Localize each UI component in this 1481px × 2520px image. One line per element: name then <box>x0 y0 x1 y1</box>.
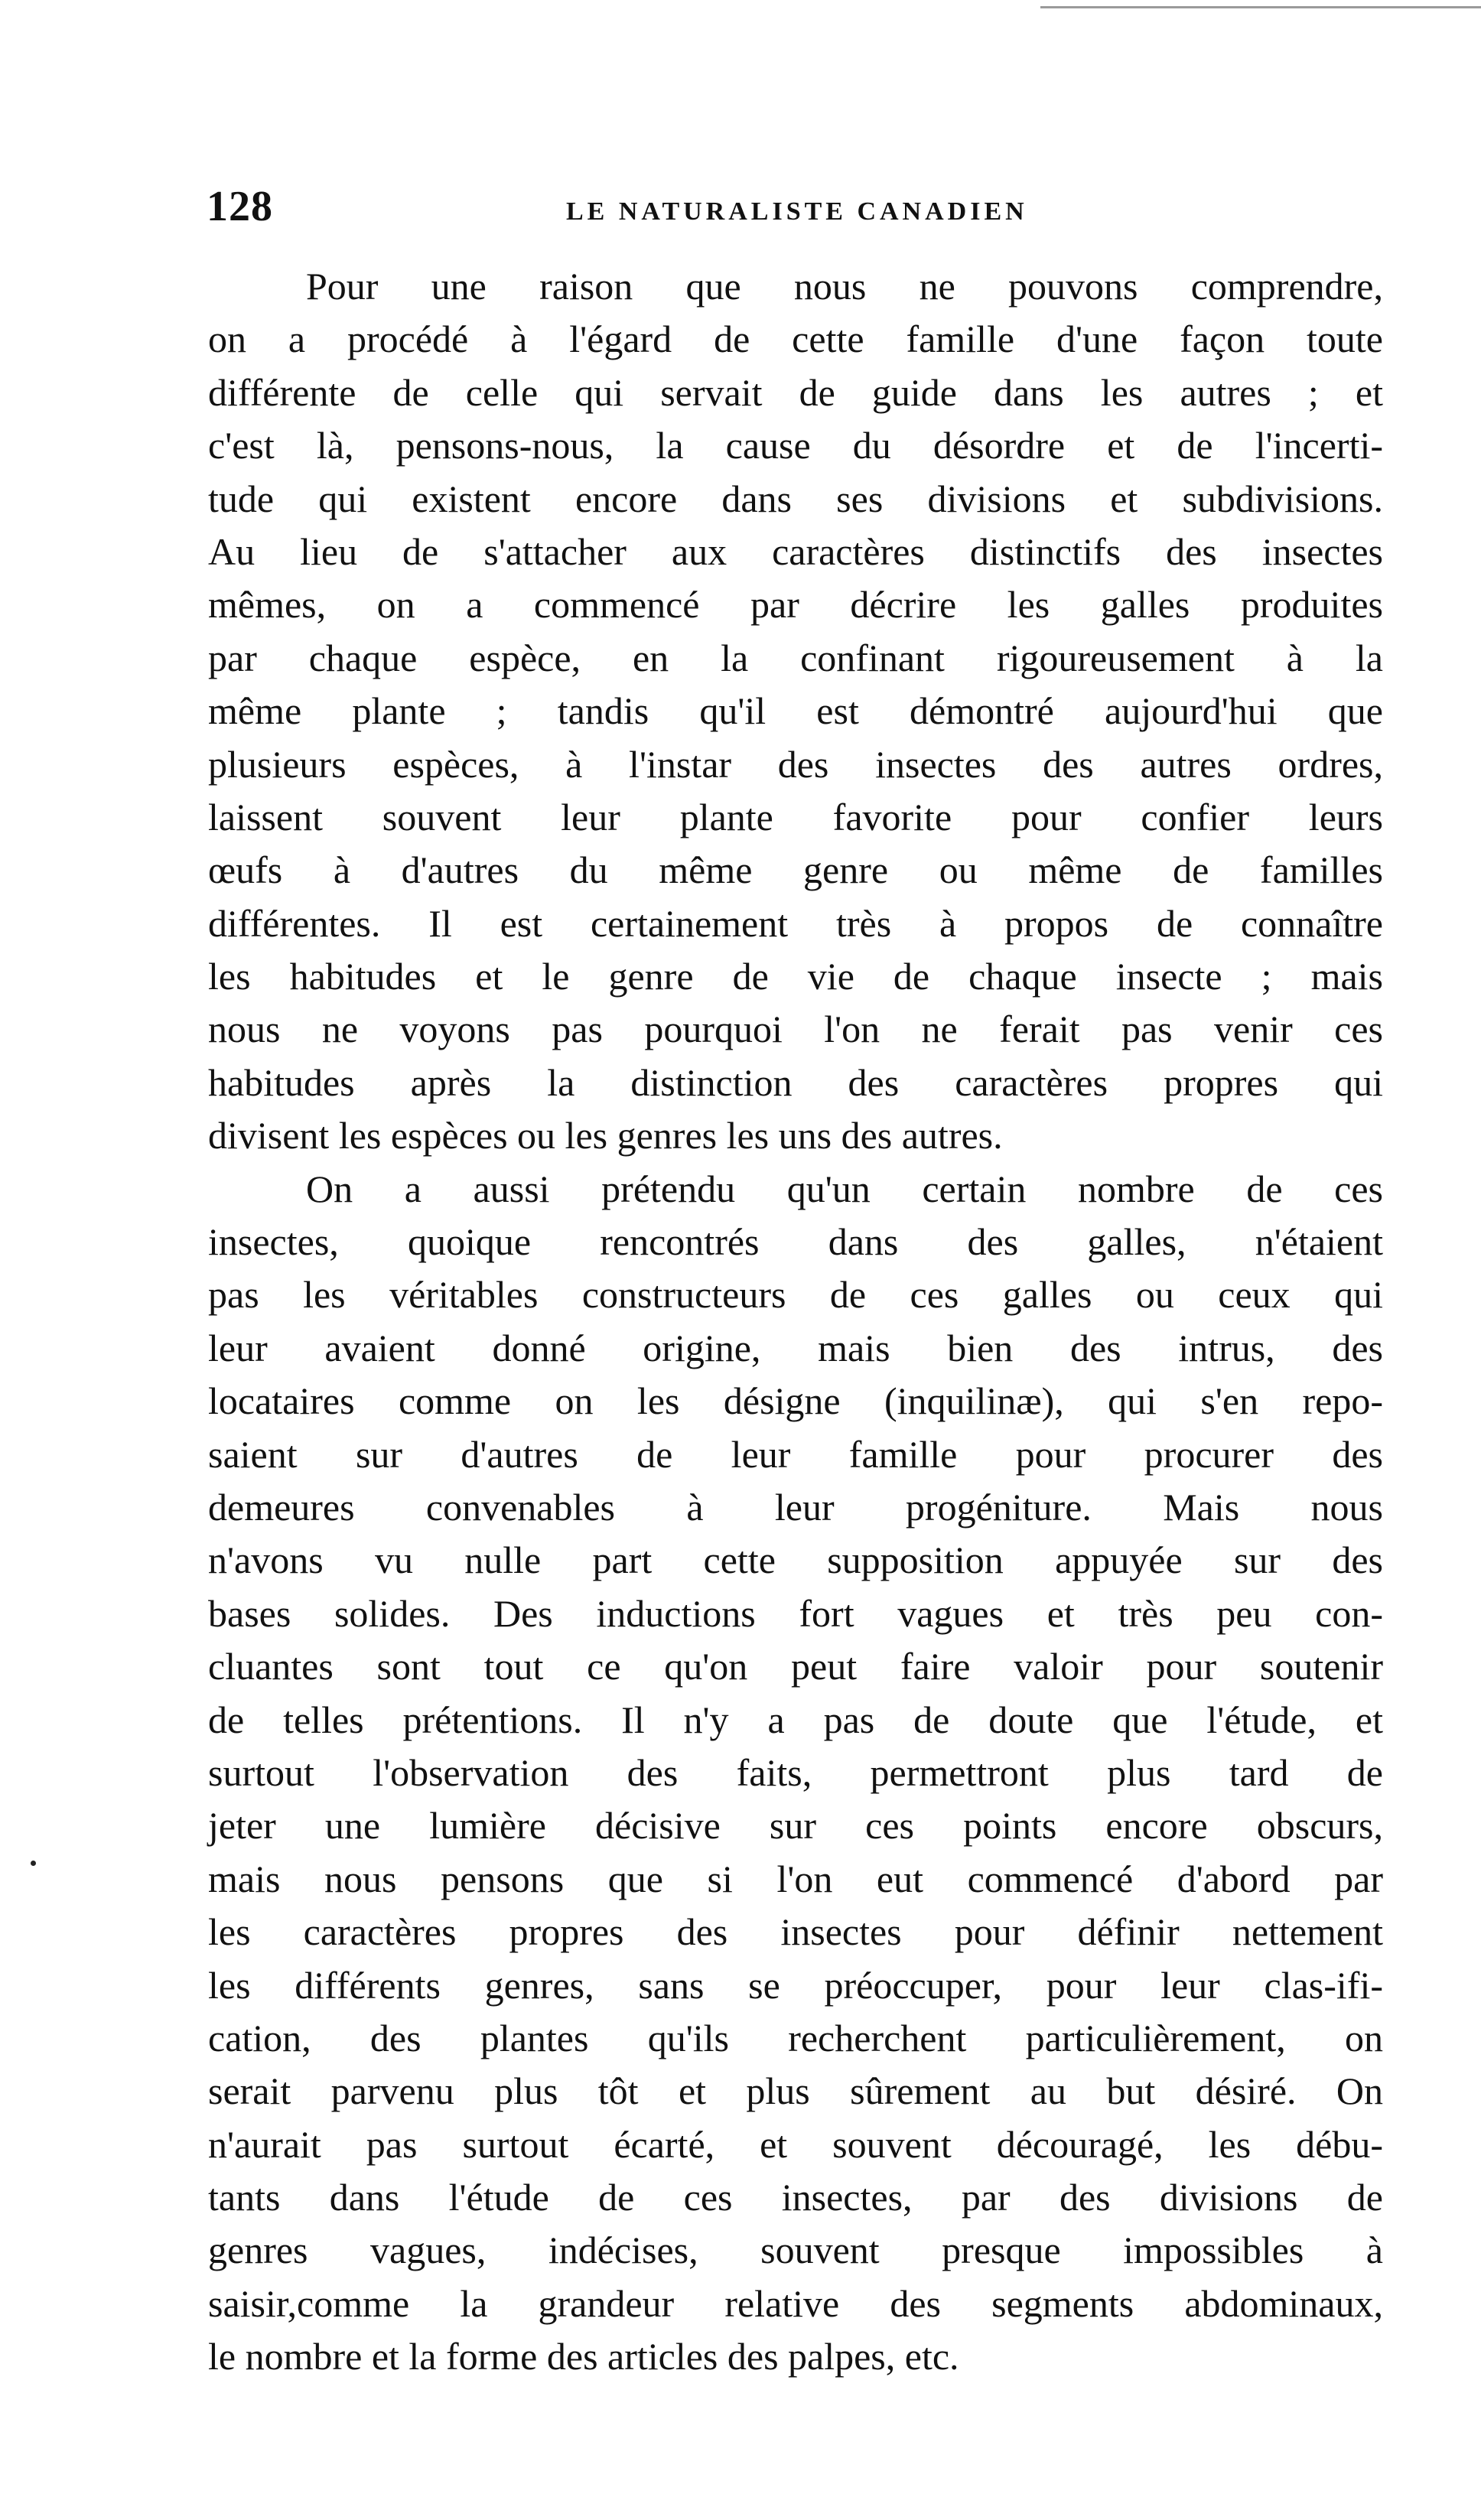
text-line: n'aurait pas surtout écarté, et souvent découragé, les débu- <box>208 2122 1383 2166</box>
text-line: les habitudes et le genre de vie de chaque insecte ; mais <box>208 955 1383 998</box>
text-line: insectes, quoique rencontrés dans des galles, n'étaient <box>208 1220 1383 1264</box>
text-line: nous ne voyons pas pourquoi l'on ne ferait pas venir ces <box>208 1008 1383 1051</box>
text-line: Au lieu de s'attacher aux caractères distinctifs des insectes <box>208 529 1383 573</box>
text-line: genres vagues, indécises, souvent presque impossibles à <box>208 2229 1383 2272</box>
text-line: habitudes après la distinction des caractères propres qui <box>208 1060 1383 1104</box>
paragraph-1 <box>208 260 1383 1163</box>
text-line: demeures convenables à leur progéniture. Mais nous <box>208 1485 1383 1529</box>
text-line: les caractères propres des insectes pour définir nettement <box>208 1910 1383 1954</box>
ink-speck <box>31 1861 36 1866</box>
page-number: 128 <box>207 183 273 230</box>
text-line: par chaque espèce, en la confinant rigoureusement à la <box>208 636 1383 679</box>
top-edge-rule <box>1040 6 1481 8</box>
text-line: mêmes, on a commencé par décrire les galles produites <box>208 583 1383 627</box>
text-line: cluantes sont tout ce qu'on peut faire valoir pour soutenir <box>208 1645 1383 1688</box>
text-line: mais nous pensons que si l'on eut commencé d'abord par <box>208 1857 1383 1900</box>
text-line: n'avons vu nulle part cette supposition appuyée sur des <box>208 1538 1383 1582</box>
text-line: serait parvenu plus tôt et plus sûrement au but désiré. On <box>208 2069 1383 2113</box>
text-line: saisir,comme la grandeur relative des segments abdominaux, <box>208 2281 1383 2325</box>
text-line: surtout l'observation des faits, permettront plus tard de <box>208 1750 1383 1794</box>
paragraph-2 <box>208 1163 1383 2384</box>
text-line: différente de celle qui servait de guide dans les autres ; et <box>208 370 1383 414</box>
text-line: de telles prétentions. Il n'y a pas de doute que l'étude, et <box>208 1698 1383 1741</box>
text-line: tants dans l'étude de ces insectes, par des divisions de <box>208 2176 1383 2219</box>
text-line: cation, des plantes qu'ils recherchent particulièrement, on <box>208 2016 1383 2059</box>
page-header <box>207 182 1385 243</box>
text-line: Pour une raison que nous ne pouvons comprendre, <box>306 265 1383 308</box>
text-line: bases solides. Des inductions fort vagues et très peu con- <box>208 1591 1383 1635</box>
text-line: le nombre et la forme des articles des palpes, etc. <box>208 2335 959 2378</box>
text-line: leur avaient donné origine, mais bien des intrus, des <box>208 1326 1383 1369</box>
running-head: LE NATURALISTE CANADIEN <box>566 197 1028 226</box>
text-line: on a procédé à l'égard de cette famille d'une façon toute <box>208 317 1383 361</box>
text-line: On a aussi prétendu qu'un certain nombre de ces <box>306 1167 1383 1210</box>
text-line: tude qui existent encore dans ses divisions et subdivisions. <box>208 477 1383 520</box>
text-line: laissent souvent leur plante favorite pour confier leurs <box>208 795 1383 838</box>
text-line: locataires comme on les désigne (inquilinæ), qui s'en repo- <box>208 1379 1383 1423</box>
text-line: pas les véritables constructeurs de ces galles ou ceux qui <box>208 1273 1383 1317</box>
text-line: différentes. Il est certainement très à propos de connaître <box>208 901 1383 945</box>
text-line: les différents genres, sans se préoccuper, pour leur clas-ifi- <box>208 1963 1383 2007</box>
text-line: divisent les espèces ou les genres les uns des autres. <box>208 1114 1003 1157</box>
text-line: saient sur d'autres de leur famille pour procurer des <box>208 1432 1383 1476</box>
text-line: c'est là, pensons-nous, la cause du désordre et de l'incerti- <box>208 424 1383 467</box>
text-line: jeter une lumière décisive sur ces points encore obscurs, <box>208 1804 1383 1848</box>
text-line: même plante ; tandis qu'il est démontré aujourd'hui que <box>208 689 1383 733</box>
text-line: œufs à d'autres du même genre ou même de familles <box>208 848 1383 892</box>
text-line: plusieurs espèces, à l'instar des insectes des autres ordres, <box>208 742 1383 786</box>
body-text <box>208 260 1383 2384</box>
